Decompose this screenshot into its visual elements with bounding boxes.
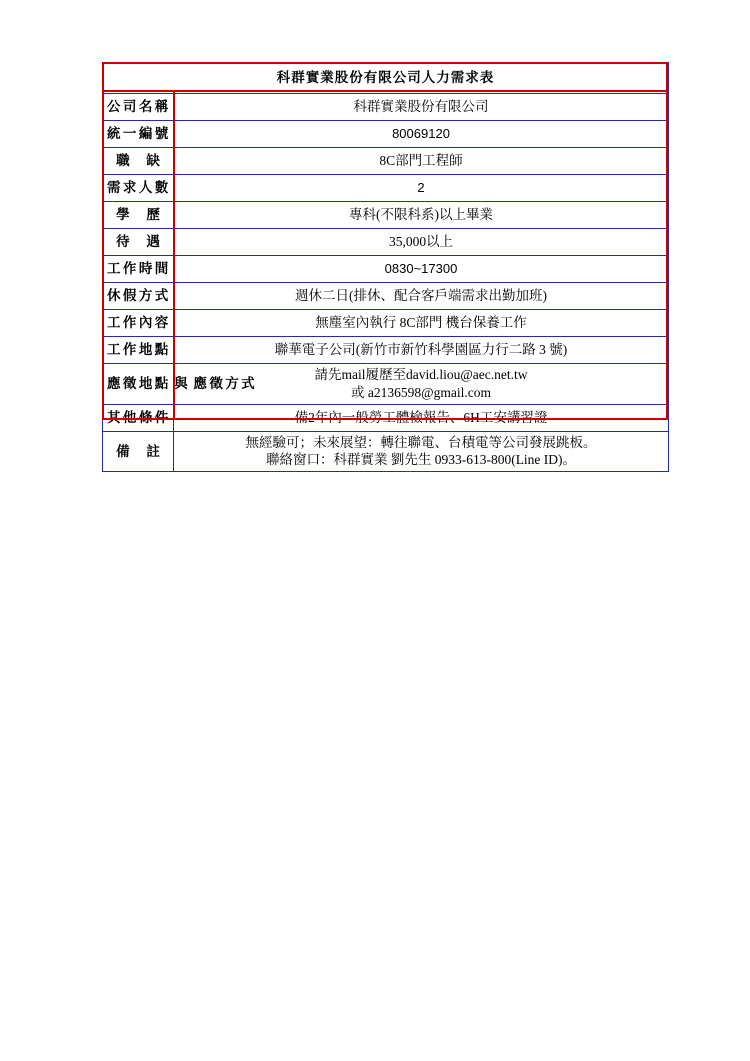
page-title: 科群實業股份有限公司人力需求表 bbox=[103, 63, 669, 94]
row-label-leave-policy: 休假方式 bbox=[103, 283, 174, 310]
row-label-tax-id: 統一編號 bbox=[103, 121, 174, 148]
row-label-job-content: 工作內容 bbox=[103, 310, 174, 337]
row-value-headcount: 2 bbox=[174, 175, 669, 202]
row-value-education: 專科(不限科系)以上畢業 bbox=[174, 202, 669, 229]
row-label-remarks: 備 註 bbox=[103, 431, 174, 472]
apply-value-line2: 或 a2136598@gmail.com bbox=[351, 384, 491, 400]
row-value-work-location: 聯華電子公司(新竹市新竹科學園區力行二路 3 號) bbox=[174, 337, 669, 364]
row-value-salary: 35,000以上 bbox=[174, 229, 669, 256]
table-row-apply-method bbox=[103, 364, 669, 405]
row-label-other-conditions: 其他條件 bbox=[103, 404, 174, 431]
row-label-company-name: 公司名稱 bbox=[103, 94, 174, 121]
row-label-education: 學 歷 bbox=[103, 202, 174, 229]
row-label-work-hours: 工作時間 bbox=[103, 256, 174, 283]
table-row-work-location bbox=[103, 337, 669, 364]
row-value-tax-id: 80069120 bbox=[174, 121, 669, 148]
row-label-work-location: 工作地點 bbox=[103, 337, 174, 364]
row-value-leave-policy: 週休二日(排休、配合客戶端需求出勤加班) bbox=[174, 283, 669, 310]
table-row-company-name bbox=[103, 94, 669, 121]
table-title-row bbox=[103, 63, 669, 94]
row-value-job-content: 無塵室內執行 8C部門 機台保養工作 bbox=[174, 310, 669, 337]
apply-value-line1: 請先mail履歷至david.liou@aec.net.tw bbox=[314, 367, 528, 382]
apply-label-line2: 與 bbox=[174, 375, 191, 391]
remarks-line1: 無經驗可；未來展望：轉往聯電、台積電等公司發展跳板。 bbox=[245, 434, 597, 450]
row-label-position: 職 缺 bbox=[103, 148, 174, 175]
table-row-position bbox=[103, 148, 669, 175]
row-value-position: 8C部門工程師 bbox=[174, 148, 669, 175]
manpower-request-table bbox=[102, 62, 669, 472]
table-row-salary bbox=[103, 229, 669, 256]
table-row-job-content bbox=[103, 310, 669, 337]
remarks-line2: 聯絡窗口：科群實業 劉先生 0933-613-800(Line ID)。 bbox=[265, 452, 577, 468]
table-row-headcount bbox=[103, 175, 669, 202]
row-value-company-name: 科群實業股份有限公司 bbox=[174, 94, 669, 121]
table-row-remarks bbox=[103, 431, 669, 472]
table-row-education bbox=[103, 202, 669, 229]
apply-label-line3: 應徵方式 bbox=[193, 375, 258, 391]
row-value-other-conditions: 備2年內一般勞工體檢報告、6H工安講習證 bbox=[174, 404, 669, 431]
row-value-work-hours: 0830~17300 bbox=[174, 256, 669, 283]
table-row-tax-id bbox=[103, 121, 669, 148]
apply-label-line1: 應徵地點 bbox=[107, 375, 171, 391]
table-row-other-conditions bbox=[103, 404, 669, 431]
row-label-salary: 待 遇 bbox=[103, 229, 174, 256]
row-value-remarks bbox=[174, 431, 669, 472]
table-row-leave-policy bbox=[103, 283, 669, 310]
table-row-work-hours bbox=[103, 256, 669, 283]
row-label-headcount: 需求人數 bbox=[103, 175, 174, 202]
row-label-apply-method bbox=[103, 364, 258, 405]
